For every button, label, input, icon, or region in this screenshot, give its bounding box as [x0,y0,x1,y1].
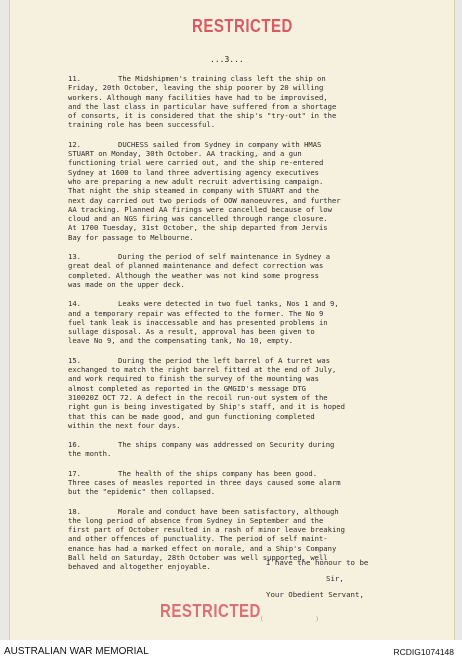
paragraph-12 [68,140,446,242]
paragraph-number: 18. [68,506,81,516]
restricted-stamp-top: RESTRICTED [192,15,293,38]
paragraph-18 [68,507,446,572]
archive-record-id: RCDIG1074148 [393,647,454,657]
paragraph-number: 16. [68,440,81,450]
paragraph-number: 14. [68,299,81,309]
closing-line-servant: Your Obedient Servant, [266,590,364,599]
page-number: ...3... [210,55,244,64]
signature-mark: ( ) [260,616,320,623]
closing-block [266,555,368,603]
paragraph-text: During the period of self maintenance in Sydney a great deal of planned maintenance and defect correction was completed. Although the weather was not kind some progress was made on the upper deck. [68,252,331,289]
paragraph-number: 13. [68,252,81,262]
closing-line-honour: I have the honour to be [266,558,369,567]
restricted-stamp-bottom: RESTRICTED [160,600,261,623]
paragraph-text: During the period the left barrel of A turret was exchanged to match the right barrel fitted at the end of July, and work required to finish the survey of the mounting was almost completed as reported in the GMGID's message DTG 310020Z OCT 72. A defect in the recoil run-out system of the right gun is being investigated by Ship's staff, and it is hoped that this can be made good, and gun functioning completed within the next four days. [68,355,345,430]
paragraph-13 [68,252,446,289]
archive-footer [0,640,462,666]
document-body [68,74,446,582]
paragraph-number: 12. [68,139,81,149]
archive-name: AUSTRALIAN WAR MEMORIAL [4,646,149,657]
paragraph-16 [68,440,446,459]
paragraph-text: Morale and conduct have been satisfactory, although the long period of absence from Sydney in September and the first part of October resulted in a rash of minor leave breaking and other offences of punctuality. The period of self maint- enance has had a marked effect on morale, and a Ship's Company Ball held on Saturday, 28th October was well supported, well behaved and altogether enjoyable. [68,506,345,572]
paragraph-14 [68,299,446,345]
document-page [10,0,454,640]
paragraph-text: The health of the ships company has been good. Three cases of measles reported in three days caused some alarm but the "epidemic" then collapsed. [68,468,341,497]
paragraph-text: Leaks were detected in two fuel tanks, Nos 1 and 9, and a temporary repair was effected to the former. The No 9 fuel tank leak is inaccessable and has presented problems in sullage disposal. As a result, approval has been given to leave No 9, and the compensating tank, No 10, empty. [68,299,339,346]
paragraph-text: The Midshipmen's training class left the ship on Friday, 20th October, leaving the ship poorer by 20 willing workers. Although many facilities have had to be improvised, and the last class in particular have suffered from a shortage of consorts, it is considered that the ship's "try-out" in the training role has been successful. [68,74,337,130]
paragraph-number: 17. [68,468,81,478]
paragraph-15 [68,356,446,430]
paragraph-number: 15. [68,355,81,365]
paragraph-text: DUCHESS sailed from Sydney in company with HMAS STUART on Monday, 30th October. AA tracking, and a gun functioning trial were carried out, and the ship re-entered Sydney at 1600 to land three advertising agency executives who are preparing a new adult recruit advertising campaign. That night the ship steamed in company with STUART and the next day carried out two periods of OOW manoeuvres, and further AA tracking. Planned AA firings were cancelled because of low cloud and an NGS firing was cancelled through range closure. At 1700 Tuesday, 31st October, the ship departed from Jervis Bay for passage to Melbourne. [68,139,341,242]
paragraph-number: 11. [68,74,81,83]
paragraph-17 [68,469,446,497]
paragraph-11 [68,74,446,130]
paragraph-text: The ships company was addressed on Security during the month. [68,440,335,459]
closing-line-sir: Sir, [326,574,344,583]
